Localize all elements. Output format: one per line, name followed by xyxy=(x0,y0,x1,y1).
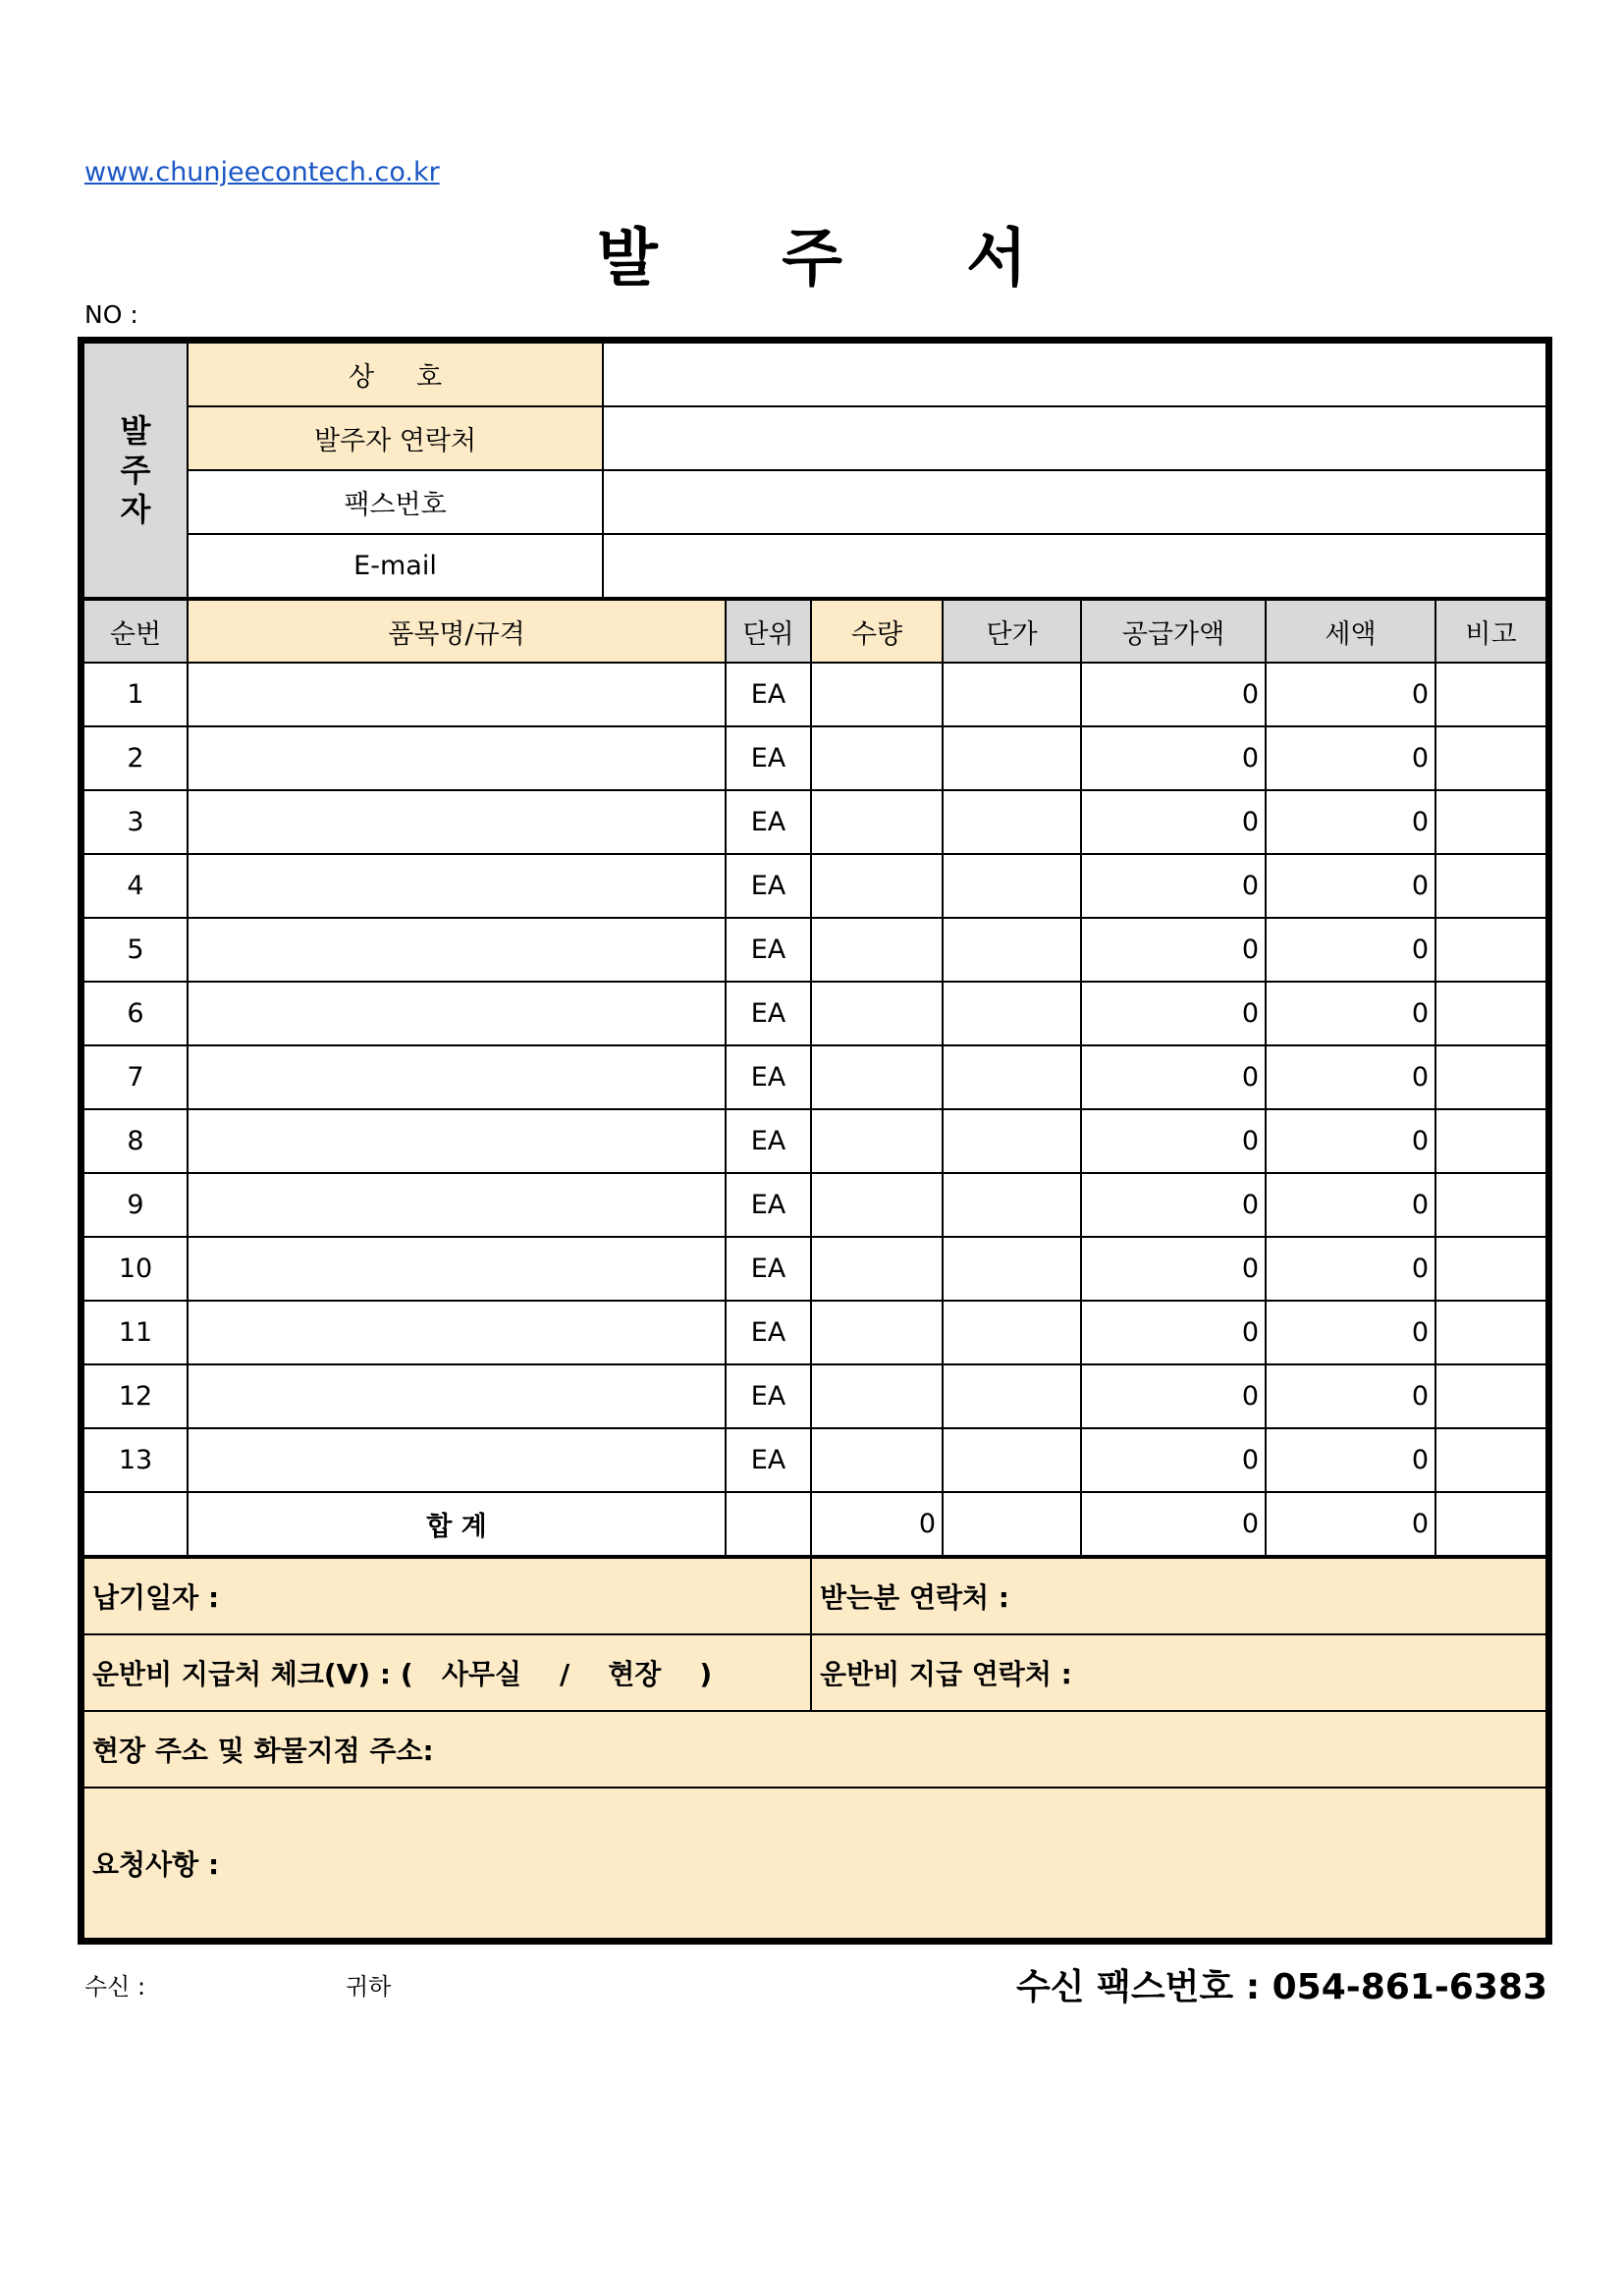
purchase-order-form xyxy=(78,337,1552,1945)
item-row xyxy=(83,1109,1546,1173)
website-link[interactable]: www.chunjeecontech.co.kr xyxy=(84,157,440,187)
item-row xyxy=(83,1301,1546,1364)
note-field[interactable] xyxy=(1435,854,1546,918)
note-field[interactable] xyxy=(1435,982,1546,1045)
note-field[interactable] xyxy=(1435,1301,1546,1364)
supply-amount: 0 xyxy=(1081,1045,1266,1109)
delivery-row-1 xyxy=(83,1558,1546,1634)
note-field[interactable] xyxy=(1435,1173,1546,1237)
tax-amount: 0 xyxy=(1266,1428,1435,1492)
total-label: 합 계 xyxy=(188,1492,726,1556)
orderer-row-company xyxy=(83,343,1546,406)
supply-amount: 0 xyxy=(1081,854,1266,918)
orderer-contact-field[interactable] xyxy=(603,406,1546,470)
item-name-field[interactable] xyxy=(188,1364,726,1428)
item-name-field[interactable] xyxy=(188,790,726,854)
row-number: 7 xyxy=(83,1045,188,1109)
orderer-side-char: 주 xyxy=(120,452,151,489)
unit-cell: EA xyxy=(726,982,811,1045)
note-field[interactable] xyxy=(1435,1045,1546,1109)
qty-field[interactable] xyxy=(811,1364,943,1428)
recipient-label: 수신 : xyxy=(84,1973,146,2001)
tax-amount: 0 xyxy=(1266,982,1435,1045)
item-name-field[interactable] xyxy=(188,1237,726,1301)
item-row xyxy=(83,854,1546,918)
supply-amount: 0 xyxy=(1081,790,1266,854)
email-field[interactable] xyxy=(603,534,1546,598)
unit-cell: EA xyxy=(726,854,811,918)
item-row xyxy=(83,1237,1546,1301)
unit-price-field[interactable] xyxy=(943,726,1081,790)
row-number: 6 xyxy=(83,982,188,1045)
row-number: 9 xyxy=(83,1173,188,1237)
freight-payer-check-field[interactable]: 운반비 지급처 체크(V) : ( 사무실 / 현장 ) xyxy=(83,1634,811,1711)
item-name-field[interactable] xyxy=(188,854,726,918)
unit-price-field[interactable] xyxy=(943,982,1081,1045)
tax-amount: 0 xyxy=(1266,1173,1435,1237)
item-row xyxy=(83,1045,1546,1109)
unit-cell: EA xyxy=(726,663,811,726)
qty-field[interactable] xyxy=(811,1173,943,1237)
site-address-field[interactable]: 현장 주소 및 화물지점 주소: xyxy=(83,1711,1546,1788)
qty-field[interactable] xyxy=(811,918,943,982)
supply-amount: 0 xyxy=(1081,1364,1266,1428)
orderer-row-contact xyxy=(83,406,1546,470)
note-field[interactable] xyxy=(1435,1364,1546,1428)
column-header-no: 순번 xyxy=(83,600,188,663)
qty-field[interactable] xyxy=(811,854,943,918)
supply-amount: 0 xyxy=(1081,1109,1266,1173)
tax-amount: 0 xyxy=(1266,918,1435,982)
delivery-table xyxy=(82,1557,1547,1940)
row-number: 12 xyxy=(83,1364,188,1428)
orderer-contact-label: 발주자 연락처 xyxy=(188,406,603,470)
items-table xyxy=(82,599,1547,1557)
item-row xyxy=(83,663,1546,726)
fax-number-field[interactable] xyxy=(603,470,1546,534)
row-number: 4 xyxy=(83,854,188,918)
tax-amount: 0 xyxy=(1266,1237,1435,1301)
unit-price-field[interactable] xyxy=(943,663,1081,726)
item-row xyxy=(83,918,1546,982)
supply-amount: 0 xyxy=(1081,1301,1266,1364)
supply-amount: 0 xyxy=(1081,1237,1266,1301)
qty-field[interactable] xyxy=(811,726,943,790)
tax-amount: 0 xyxy=(1266,854,1435,918)
orderer-row-fax xyxy=(83,470,1546,534)
unit-price-field[interactable] xyxy=(943,1301,1081,1364)
row-number: 1 xyxy=(83,663,188,726)
unit-price-field[interactable] xyxy=(943,854,1081,918)
note-field[interactable] xyxy=(1435,1237,1546,1301)
tax-amount: 0 xyxy=(1266,663,1435,726)
qty-field[interactable] xyxy=(811,663,943,726)
column-header-unit: 단위 xyxy=(726,600,811,663)
note-field[interactable] xyxy=(1435,1428,1546,1492)
total-price-cell xyxy=(943,1492,1081,1556)
total-tax: 0 xyxy=(1266,1492,1435,1556)
item-name-field[interactable] xyxy=(188,1301,726,1364)
qty-field[interactable] xyxy=(811,1301,943,1364)
note-field[interactable] xyxy=(1435,1109,1546,1173)
supply-amount: 0 xyxy=(1081,663,1266,726)
receiving-fax-number: 수신 팩스번호 : 054-861-6383 xyxy=(1015,1967,1547,2007)
unit-cell: EA xyxy=(726,918,811,982)
column-header-item: 품목명/규격 xyxy=(188,600,726,663)
item-name-field[interactable] xyxy=(188,918,726,982)
supply-amount: 0 xyxy=(1081,918,1266,982)
due-date-field[interactable]: 납기일자 : xyxy=(83,1558,811,1634)
total-unit-cell xyxy=(726,1492,811,1556)
row-number: 3 xyxy=(83,790,188,854)
item-row xyxy=(83,1364,1546,1428)
unit-price-field[interactable] xyxy=(943,790,1081,854)
note-field[interactable] xyxy=(1435,918,1546,982)
orderer-side-label xyxy=(83,343,188,598)
unit-cell: EA xyxy=(726,726,811,790)
unit-cell: EA xyxy=(726,1301,811,1364)
note-field[interactable] xyxy=(1435,790,1546,854)
unit-cell: EA xyxy=(726,1173,811,1237)
note-field[interactable] xyxy=(1435,726,1546,790)
item-name-field[interactable] xyxy=(188,1428,726,1492)
unit-price-field[interactable] xyxy=(943,918,1081,982)
column-header-note: 비고 xyxy=(1435,600,1546,663)
item-name-field[interactable] xyxy=(188,1173,726,1237)
supply-amount: 0 xyxy=(1081,726,1266,790)
item-row xyxy=(83,790,1546,854)
items-header-row xyxy=(83,600,1546,663)
supply-amount: 0 xyxy=(1081,1428,1266,1492)
unit-cell: EA xyxy=(726,1428,811,1492)
delivery-row-3 xyxy=(83,1711,1546,1788)
request-field[interactable]: 요청사항 : xyxy=(83,1788,1546,1939)
row-number: 11 xyxy=(83,1301,188,1364)
total-note-cell xyxy=(1435,1492,1546,1556)
orderer-row-email xyxy=(83,534,1546,598)
row-number: 10 xyxy=(83,1237,188,1301)
qty-field[interactable] xyxy=(811,790,943,854)
row-number: 5 xyxy=(83,918,188,982)
unit-price-field[interactable] xyxy=(943,1173,1081,1237)
qty-field[interactable] xyxy=(811,1109,943,1173)
column-header-price: 단가 xyxy=(943,600,1081,663)
delivery-row-2 xyxy=(83,1634,1546,1711)
total-qty: 0 xyxy=(811,1492,943,1556)
item-row xyxy=(83,726,1546,790)
item-name-field[interactable] xyxy=(188,1109,726,1173)
unit-price-field[interactable] xyxy=(943,1109,1081,1173)
unit-cell: EA xyxy=(726,1109,811,1173)
item-name-field[interactable] xyxy=(188,663,726,726)
supply-amount: 0 xyxy=(1081,982,1266,1045)
row-number: 13 xyxy=(83,1428,188,1492)
unit-price-field[interactable] xyxy=(943,1364,1081,1428)
tax-amount: 0 xyxy=(1266,1301,1435,1364)
column-header-tax: 세액 xyxy=(1266,600,1435,663)
row-number: 8 xyxy=(83,1109,188,1173)
item-row xyxy=(83,982,1546,1045)
document-title: 발 주 서 xyxy=(596,223,1079,295)
qty-field[interactable] xyxy=(811,1237,943,1301)
supply-amount: 0 xyxy=(1081,1173,1266,1237)
item-row xyxy=(83,1173,1546,1237)
company-name-label: 상 호 xyxy=(188,343,603,406)
total-row xyxy=(83,1492,1546,1556)
orderer-side-char: 발 xyxy=(120,412,151,450)
row-number: 2 xyxy=(83,726,188,790)
note-field[interactable] xyxy=(1435,663,1546,726)
tax-amount: 0 xyxy=(1266,1364,1435,1428)
total-blank-cell xyxy=(83,1492,188,1556)
receiver-contact-field[interactable]: 받는분 연락처 : xyxy=(811,1558,1546,1634)
delivery-row-4 xyxy=(83,1788,1546,1939)
item-name-field[interactable] xyxy=(188,982,726,1045)
tax-amount: 0 xyxy=(1266,790,1435,854)
column-header-supply: 공급가액 xyxy=(1081,600,1266,663)
fax-number-label: 팩스번호 xyxy=(188,470,603,534)
company-name-field[interactable] xyxy=(603,343,1546,406)
qty-field[interactable] xyxy=(811,982,943,1045)
document-number-label: NO : xyxy=(84,300,138,329)
unit-cell: EA xyxy=(726,1045,811,1109)
email-label: E-mail xyxy=(188,534,603,598)
tax-amount: 0 xyxy=(1266,726,1435,790)
unit-cell: EA xyxy=(726,1364,811,1428)
qty-field[interactable] xyxy=(811,1045,943,1109)
item-name-field[interactable] xyxy=(188,726,726,790)
honorific-label: 귀하 xyxy=(346,1973,392,2001)
tax-amount: 0 xyxy=(1266,1109,1435,1173)
freight-contact-field[interactable]: 운반비 지급 연락처 : xyxy=(811,1634,1546,1711)
unit-price-field[interactable] xyxy=(943,1237,1081,1301)
item-row xyxy=(83,1428,1546,1492)
total-supply: 0 xyxy=(1081,1492,1266,1556)
qty-field[interactable] xyxy=(811,1428,943,1492)
tax-amount: 0 xyxy=(1266,1045,1435,1109)
orderer-table xyxy=(82,342,1547,599)
unit-price-field[interactable] xyxy=(943,1045,1081,1109)
orderer-side-char: 자 xyxy=(120,491,151,528)
unit-cell: EA xyxy=(726,1237,811,1301)
column-header-qty: 수량 xyxy=(811,600,943,663)
unit-price-field[interactable] xyxy=(943,1428,1081,1492)
unit-cell: EA xyxy=(726,790,811,854)
item-name-field[interactable] xyxy=(188,1045,726,1109)
